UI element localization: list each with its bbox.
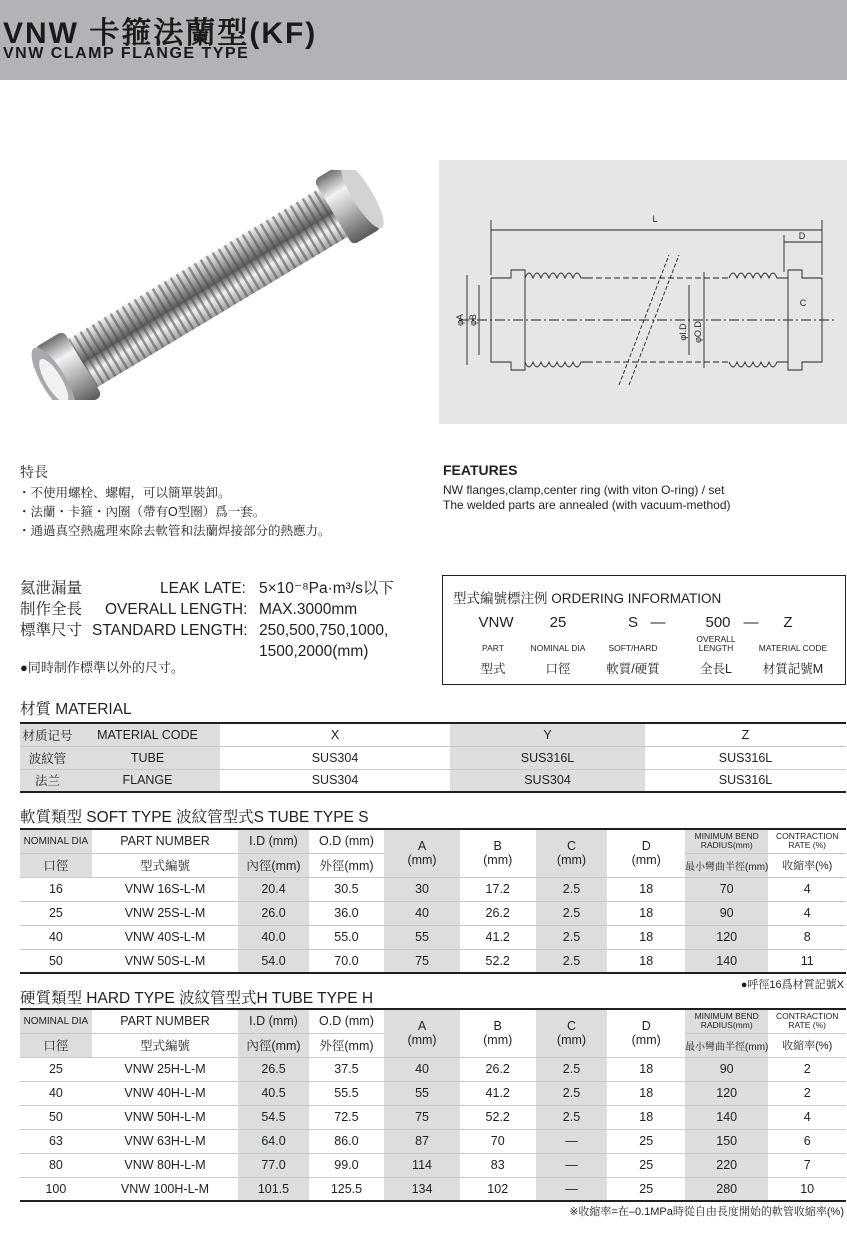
header-cell: [460, 1009, 536, 1057]
table-row: [20, 1105, 846, 1129]
header-cell: PART NUMBER: [92, 829, 238, 853]
label-length-zh: 全長L: [700, 662, 732, 676]
table-cell: 70.0: [309, 949, 384, 973]
table-cell: 20.4: [238, 877, 309, 901]
table-row: [20, 746, 846, 769]
table-cell: 140: [685, 1105, 768, 1129]
spec-value: 1500,2000(mm): [259, 643, 369, 660]
table-cell: —: [536, 1177, 608, 1201]
table-cell: 114: [384, 1153, 460, 1177]
table-cell: 2.5: [536, 949, 608, 973]
table-cell: 2: [768, 1057, 846, 1081]
table-cell: 220: [685, 1153, 768, 1177]
table-cell: 26.2: [460, 901, 536, 925]
table-cell: 125.5: [309, 1177, 384, 1201]
spec-value: MAX.3000mm: [259, 601, 358, 618]
table-cell: 40: [20, 925, 92, 949]
header-cell: 最小彎曲半徑(mm): [685, 853, 768, 877]
table-cell: 41.2: [460, 925, 536, 949]
spec-zh: 制作全長: [20, 601, 83, 618]
header-cell: 外徑(mm): [309, 853, 384, 877]
feature-zh-item: ・通過真空熱處理來除去軟管和法蘭焊接部分的熱應力。: [18, 524, 331, 538]
table-cell: 64.0: [238, 1129, 309, 1153]
header-cell: O.D (mm): [309, 1009, 384, 1033]
header-unit: (mm): [483, 853, 513, 868]
table-cell: 材质记号: [20, 723, 75, 746]
table-row: [20, 949, 846, 973]
table-cell: SUS304: [220, 746, 450, 769]
table-cell: VNW 16S-L-M: [92, 877, 238, 901]
ordering-title: 型式編號標注例 ORDERING INFORMATION: [453, 591, 722, 606]
table-cell: 25: [607, 1177, 685, 1201]
table-cell: 150: [685, 1129, 768, 1153]
material-label: 材質 MATERIAL: [20, 701, 132, 718]
table-cell: —: [536, 1129, 608, 1153]
table-cell: Y: [450, 723, 645, 746]
table-cell: 25: [20, 901, 92, 925]
table-cell: 102: [460, 1177, 536, 1201]
header-unit: (mm): [631, 853, 661, 868]
label-softhard-zh: 軟質/硬質: [606, 662, 660, 676]
header-cell: MINIMUM BEND RADIUS(mm): [685, 829, 768, 853]
table-cell: SUS304: [450, 769, 645, 792]
material-table: [20, 722, 846, 793]
label-part-en: PART: [482, 643, 504, 653]
header-cell: [536, 829, 608, 877]
table-cell: VNW 40S-L-M: [92, 925, 238, 949]
table-cell: 40: [384, 901, 460, 925]
table-cell: SUS316L: [645, 769, 846, 792]
table-cell: 6: [768, 1129, 846, 1153]
code-material: Z: [783, 614, 793, 631]
table-cell: 40: [20, 1081, 92, 1105]
table-cell: MATERIAL CODE: [75, 723, 220, 746]
header-a: A: [417, 839, 427, 854]
table-cell: 72.5: [309, 1105, 384, 1129]
table-cell: 18: [607, 925, 685, 949]
table-row: [20, 1153, 846, 1177]
header-cell: PART NUMBER: [92, 1009, 238, 1033]
table-cell: 26.0: [238, 901, 309, 925]
header-cell: 內徑(mm): [238, 853, 309, 877]
header-cell: 最小彎曲半徑(mm): [685, 1033, 768, 1057]
label-l: L: [652, 214, 658, 224]
spec-zh: 氦泄漏量: [20, 580, 83, 597]
header-cell: NOMINAL DIA: [20, 1009, 92, 1033]
table-cell: 55.5: [309, 1081, 384, 1105]
header-cell: NOMINAL DIA: [20, 829, 92, 853]
header-cell: 收縮率(%): [768, 853, 846, 877]
hard-type-rows: [20, 1057, 846, 1201]
table-cell: 2.5: [536, 1105, 608, 1129]
table-header-row: [20, 1009, 846, 1033]
header-cell: I.D (mm): [238, 829, 309, 853]
table-cell: 18: [607, 1105, 685, 1129]
header-cell: [536, 1009, 608, 1057]
table-cell: X: [220, 723, 450, 746]
table-cell: 25: [20, 1057, 92, 1081]
table-cell: 18: [607, 901, 685, 925]
table-cell: 90: [685, 1057, 768, 1081]
header-cell: 口徑: [20, 853, 92, 877]
table-cell: 2.5: [536, 925, 608, 949]
feature-zh-item: ・不使用螺栓、螺帽，可以簡單裝卸。: [18, 486, 231, 500]
header-cell: [384, 1009, 460, 1057]
table-cell: 37.5: [309, 1057, 384, 1081]
header-banner: [0, 0, 847, 80]
table-cell: VNW 50H-L-M: [92, 1105, 238, 1129]
table-cell: SUS316L: [645, 746, 846, 769]
label-a: φA: [455, 314, 465, 326]
table-cell: SUS304: [220, 769, 450, 792]
label-length-en: OVERALL LENGTH: [696, 634, 736, 653]
spec-en: STANDARD LENGTH:: [92, 622, 248, 639]
table-cell: 2.5: [536, 901, 608, 925]
table-cell: 7: [768, 1153, 846, 1177]
table-cell: 8: [768, 925, 846, 949]
table-cell: 40.0: [238, 925, 309, 949]
table-cell: 75: [384, 949, 460, 973]
table-cell: 26.5: [238, 1057, 309, 1081]
table-cell: 90: [685, 901, 768, 925]
table-cell: 2.5: [536, 877, 608, 901]
table-cell: 77.0: [238, 1153, 309, 1177]
header-cell: I.D (mm): [238, 1009, 309, 1033]
table-cell: 40: [384, 1057, 460, 1081]
table-cell: FLANGE: [75, 769, 220, 792]
header-cell: 型式編號: [92, 853, 238, 877]
label-d: D: [798, 231, 806, 241]
table-cell: 100: [20, 1177, 92, 1201]
header-d: D: [641, 1019, 651, 1034]
header-cell: CONTRACTION RATE (%): [768, 1009, 846, 1033]
table-cell: VNW 25H-L-M: [92, 1057, 238, 1081]
table-cell: VNW 40H-L-M: [92, 1081, 238, 1105]
code-dash: —: [743, 614, 759, 631]
header-cell: 口徑: [20, 1033, 92, 1057]
header-unit: (mm): [556, 853, 587, 868]
product-photo: [18, 170, 398, 400]
table-cell: 10: [768, 1177, 846, 1201]
hard-type-table: [20, 1008, 846, 1202]
label-od: φO.D: [693, 321, 703, 343]
code-soft-hard: S: [627, 614, 638, 631]
table-cell: 25: [607, 1129, 685, 1153]
table-cell: 120: [685, 925, 768, 949]
header-c: C: [566, 1019, 576, 1034]
table-cell: 55.0: [309, 925, 384, 949]
features-en-title: FEATURES: [443, 462, 518, 478]
soft-type-label: 軟質類型 SOFT TYPE 波紋管型式S TUBE TYPE S: [20, 809, 369, 826]
table-cell: —: [536, 1153, 608, 1177]
page-subtitle: VNW CLAMP FLANGE TYPE: [3, 45, 250, 62]
table-cell: 30.5: [309, 877, 384, 901]
header-unit: (mm): [556, 1033, 587, 1048]
header-a: A: [417, 1019, 427, 1034]
table-cell: 25: [607, 1153, 685, 1177]
header-cell: [384, 829, 460, 877]
header-unit: (mm): [631, 1033, 661, 1048]
soft-type-note: ●呼徑16爲材質記號X: [740, 979, 844, 991]
header-cell: 外徑(mm): [309, 1033, 384, 1057]
spec-value: 250,500,750,1000,: [259, 622, 389, 639]
table-cell: 41.2: [460, 1081, 536, 1105]
feature-en-item: NW flanges,clamp,center ring (with viton O-ring) / set: [443, 483, 725, 497]
label-dia-zh: 口徑: [545, 662, 571, 676]
table-cell: 30: [384, 877, 460, 901]
header-unit: (mm): [407, 853, 437, 868]
table-cell: 4: [768, 877, 846, 901]
table-row: [20, 723, 846, 746]
table-cell: 16: [20, 877, 92, 901]
table-cell: 75: [384, 1105, 460, 1129]
header-cell: [607, 1009, 685, 1057]
header-cell: MINIMUM BEND RADIUS(mm): [685, 1009, 768, 1033]
table-row: [20, 901, 846, 925]
spec-en: LEAK LATE:: [160, 580, 246, 597]
features-zh-title: 特長: [20, 464, 48, 480]
label-softhard-en: SOFT/HARD: [608, 643, 658, 653]
header-unit: (mm): [483, 1033, 513, 1048]
table-row: [20, 925, 846, 949]
code-dia: 25: [549, 614, 567, 631]
header-b: B: [493, 1019, 502, 1034]
table-cell: 52.2: [460, 949, 536, 973]
header-d: D: [641, 839, 651, 854]
feature-zh-item: ・法蘭・卡箍・內圈（帶有O型圈）爲一套。: [18, 505, 266, 519]
table-row: [20, 877, 846, 901]
code-length: 500: [705, 614, 731, 631]
header-b: B: [493, 839, 502, 854]
header-cell: O.D (mm): [309, 829, 384, 853]
label-c: C: [799, 298, 807, 308]
header-cell: [607, 829, 685, 877]
soft-type-table: [20, 828, 846, 974]
label-material-en: MATERIAL CODE: [758, 643, 828, 653]
table-cell: 4: [768, 1105, 846, 1129]
table-cell: 2: [768, 1081, 846, 1105]
table-cell: 54.5: [238, 1105, 309, 1129]
table-cell: 18: [607, 877, 685, 901]
table-cell: 120: [685, 1081, 768, 1105]
table-cell: 26.2: [460, 1057, 536, 1081]
table-cell: 280: [685, 1177, 768, 1201]
table-cell: 18: [607, 1057, 685, 1081]
table-header-row: [20, 829, 846, 853]
table-cell: 4: [768, 901, 846, 925]
features-zh-list: [18, 484, 331, 541]
label-id: φI.D: [678, 323, 688, 341]
header-c: C: [566, 839, 576, 854]
table-row: [20, 1129, 846, 1153]
table-cell: VNW 50S-L-M: [92, 949, 238, 973]
table-cell: VNW 63H-L-M: [92, 1129, 238, 1153]
table-row: [20, 1177, 846, 1201]
label-b: φB: [468, 314, 478, 326]
table-cell: 86.0: [309, 1129, 384, 1153]
header-cell: [460, 829, 536, 877]
dimension-drawing: [439, 160, 847, 424]
table-cell: 140: [685, 949, 768, 973]
table-cell: 18: [607, 949, 685, 973]
table-cell: VNW 25S-L-M: [92, 901, 238, 925]
table-cell: 法兰: [20, 769, 75, 792]
table-row: [20, 1081, 846, 1105]
table-cell: 99.0: [309, 1153, 384, 1177]
table-cell: SUS316L: [450, 746, 645, 769]
table-row: [20, 769, 846, 792]
spec-zh: 標準尺寸: [20, 622, 83, 639]
table-cell: 54.0: [238, 949, 309, 973]
table-cell: 134: [384, 1177, 460, 1201]
header-cell: 型式編號: [92, 1033, 238, 1057]
header-unit: (mm): [407, 1033, 437, 1048]
hard-type-label: 硬質類型 HARD TYPE 波紋管型式H TUBE TYPE H: [20, 990, 374, 1007]
spec-value: 5×10⁻⁸Pa·m³/s以下: [259, 580, 394, 597]
feature-en-item: The welded parts are annealed (with vacuum-method): [443, 498, 731, 512]
table-cell: 80: [20, 1153, 92, 1177]
code-part: VNW: [478, 614, 514, 631]
table-cell: TUBE: [75, 746, 220, 769]
table-cell: 波紋管: [20, 746, 75, 769]
table-cell: VNW 80H-L-M: [92, 1153, 238, 1177]
table-cell: 36.0: [309, 901, 384, 925]
table-row: [20, 1057, 846, 1081]
table-cell: 87: [384, 1129, 460, 1153]
table-cell: 70: [685, 877, 768, 901]
label-part-zh: 型式: [480, 662, 506, 676]
label-dia-en: NOMINAL DIA: [530, 643, 586, 653]
hard-type-note: ※收縮率=在–0.1MPa時從自由長度開始的軟管收縮率(%): [569, 1206, 844, 1218]
table-cell: 70: [460, 1129, 536, 1153]
soft-type-rows: [20, 877, 846, 973]
table-cell: 50: [20, 949, 92, 973]
header-cell: CONTRACTION RATE (%): [768, 829, 846, 853]
table-cell: 55: [384, 1081, 460, 1105]
table-cell: 2.5: [536, 1081, 608, 1105]
features-en-list: [443, 483, 730, 513]
spec-en: OVERALL LENGTH:: [105, 601, 248, 618]
table-cell: VNW 100H-L-M: [92, 1177, 238, 1201]
table-cell: 63: [20, 1129, 92, 1153]
header-cell: 收縮率(%): [768, 1033, 846, 1057]
table-cell: 40.5: [238, 1081, 309, 1105]
code-dash: —: [650, 614, 666, 631]
table-cell: Z: [645, 723, 846, 746]
table-cell: 18: [607, 1081, 685, 1105]
spec-note: ●同時制作標準以外的尺寸。: [20, 660, 184, 675]
header-cell: 內徑(mm): [238, 1033, 309, 1057]
page-title: VNW 卡箍法蘭型(KF): [3, 17, 318, 50]
table-cell: 17.2: [460, 877, 536, 901]
table-cell: 11: [768, 949, 846, 973]
table-cell: 2.5: [536, 1057, 608, 1081]
table-cell: 50: [20, 1105, 92, 1129]
table-cell: 83: [460, 1153, 536, 1177]
table-cell: 55: [384, 925, 460, 949]
label-material-zh: 材質記號M: [762, 662, 824, 676]
ordering-box: [442, 575, 846, 685]
table-cell: 101.5: [238, 1177, 309, 1201]
table-cell: 52.2: [460, 1105, 536, 1129]
